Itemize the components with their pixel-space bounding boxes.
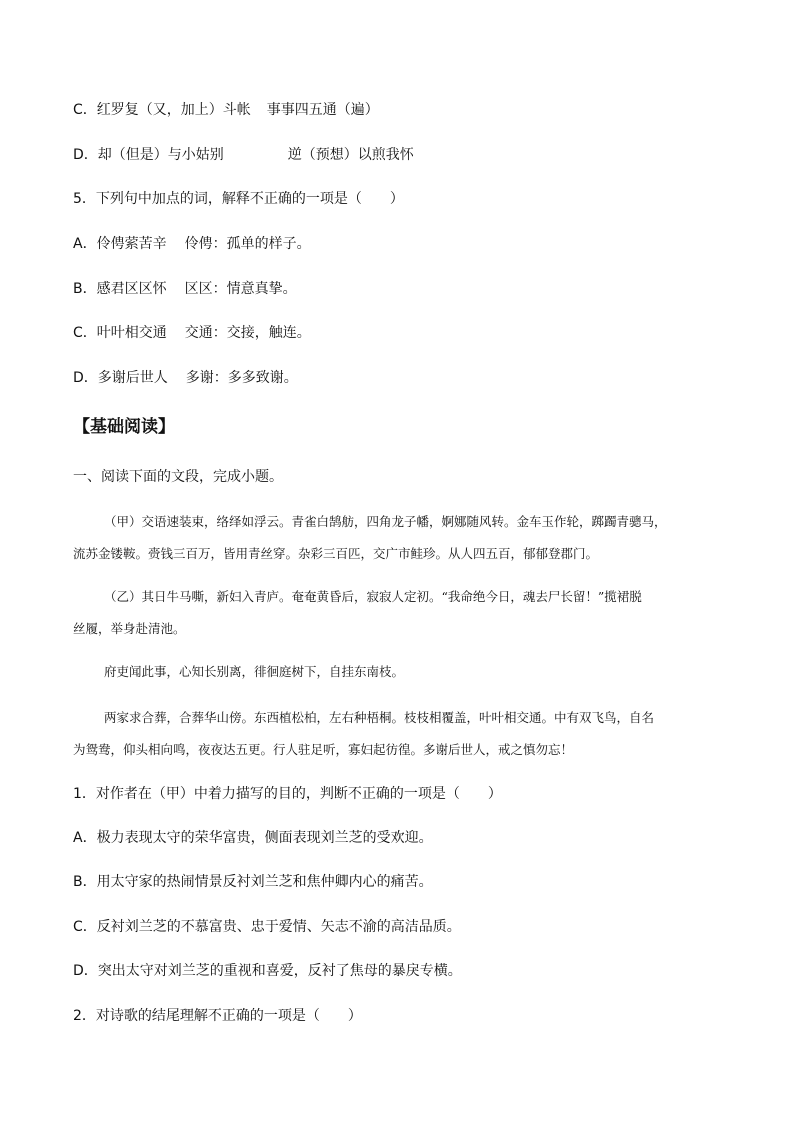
- option-c-prev: [73, 100, 379, 120]
- option-d-prev: [73, 145, 414, 165]
- option-c-prev-right: 事事四五通（遍）: [266, 102, 379, 118]
- reading-instruction: 一、阅读下面的文段，完成小题。: [73, 469, 283, 485]
- q5-option-b: [73, 279, 297, 299]
- passage-yi-line-1: （乙）其日牛马嘶，新妇入青庐。奄奄黄昏后，寂寂人定初。“我命绝今日，魂去尸长留！”揽裙脱: [104, 589, 642, 604]
- q1-option-a: A．极力表现太守的荣华富贵，侧面表现刘兰芝的受欢迎。: [73, 830, 433, 846]
- passage-4-line-2: 为鸳鸯，仰头相向鸣，夜夜达五更。行人驻足听，寡妇起彷徨。多谢后世人，戒之慎勿忘！: [73, 742, 574, 757]
- q5-option-c-phrase: C．叶叶相交通: [73, 325, 167, 341]
- option-d-prev-right: 逆（预想）以煎我怀: [287, 147, 414, 163]
- q1-option-d: D．突出太守对刘兰芝的重视和喜爱，反衬了焦母的暴戾专横。: [73, 963, 462, 979]
- option-c-prev-left: C．红罗复（又，加上）斗帐: [73, 102, 251, 118]
- passage-yi-line-2: 丝履，举身赴清池。: [73, 621, 186, 636]
- q5-option-d: [73, 368, 298, 388]
- q5-option-a-gloss: 伶俜：孤单的样子。: [184, 236, 311, 252]
- passage-jia-line-1: （甲）交语速装束，络绎如浮云。青雀白鹄舫，四角龙子幡，婀娜随风转。金车玉作轮，踯躅青骢马，: [104, 514, 667, 529]
- passage-jia-line-2: 流苏金镂鞍。赍钱三百万，皆用青丝穿。杂彩三百匹，交广市鲑珍。从人四五百，郁郁登郡门。: [73, 546, 599, 561]
- passage-4-line-1: 两家求合葬，合葬华山傍。东西植松柏，左右种梧桐。枝枝相覆盖，叶叶相交通。中有双飞鸟，自名: [104, 710, 655, 725]
- q1-option-c: C．反衬刘兰芝的不慕富贵、忠于爱情、矢志不渝的高洁品质。: [73, 919, 461, 935]
- q5-option-a: [73, 234, 311, 254]
- q1-option-b: B．用太守家的热闹情景反衬刘兰芝和焦仲卿内心的痛苦。: [73, 874, 433, 890]
- passage-3-line: 府吏闻此事，心知长别离，徘徊庭树下，自挂东南枝。: [104, 664, 405, 679]
- q5-option-b-gloss: 区区：情意真挚。: [184, 281, 297, 297]
- q2-stem: 2．对诗歌的结尾理解不正确的一项是（ ）: [73, 1008, 362, 1024]
- q5-option-d-gloss: 多谢：多多致谢。: [185, 370, 298, 386]
- q1-stem: 1．对作者在（甲）中着力描写的目的，判断不正确的一项是（ ）: [73, 786, 502, 802]
- q5-option-d-phrase: D．多谢后世人: [73, 370, 168, 386]
- q5-stem: 5．下列句中加点的词，解释不正确的一项是（ ）: [73, 191, 404, 207]
- q5-option-b-phrase: B．感君区区怀: [73, 281, 167, 297]
- section-title: 【基础阅读】: [73, 417, 175, 437]
- option-d-prev-left: D．却（但是）与小姑别: [73, 147, 224, 163]
- q5-option-a-phrase: A．伶俜萦苦辛: [73, 236, 167, 252]
- q5-option-c: [73, 323, 311, 343]
- q5-option-c-gloss: 交通：交接，触连。: [184, 325, 311, 341]
